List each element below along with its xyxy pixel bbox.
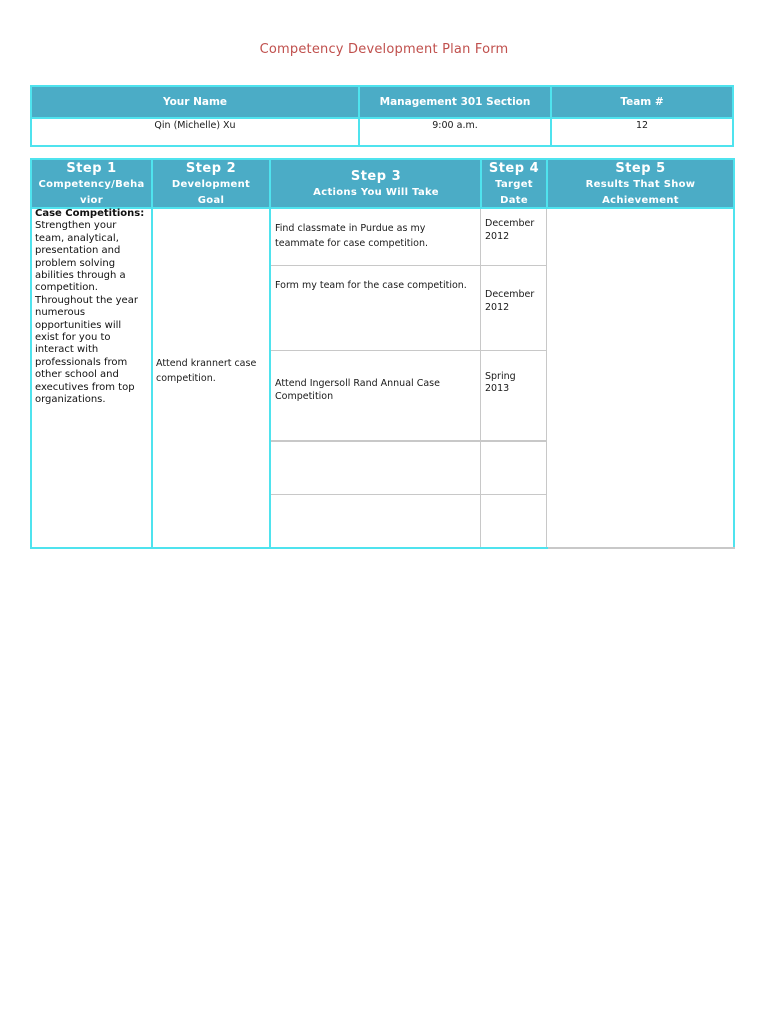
divider xyxy=(546,209,547,547)
step-4-title: Step 4 xyxy=(488,161,540,176)
action-5[interactable] xyxy=(275,497,475,545)
header-step-4 xyxy=(482,160,546,208)
divider xyxy=(271,494,547,495)
target-date-1[interactable]: December 2012 xyxy=(485,218,535,242)
competency-description: Strengthen your team, analytical, presentation and problem solving abilities through a competition. Throughout the year numerous opportunities will exist for you to interact with professionals from other school and executives from top organizations. xyxy=(35,220,138,406)
divider xyxy=(480,160,482,208)
header-step-3 xyxy=(271,160,481,208)
divider xyxy=(546,160,548,208)
step-2-label-line1: Development xyxy=(171,179,251,190)
target-date-4[interactable] xyxy=(485,443,543,493)
step-1-label-line1: Competency/Beha xyxy=(38,179,145,190)
step-3-label: Actions You Will Take xyxy=(313,187,439,198)
header-step-2 xyxy=(153,160,269,208)
step-2-title: Step 2 xyxy=(185,161,237,176)
section-field[interactable]: 9:00 a.m. xyxy=(432,120,478,131)
step-3-title: Step 3 xyxy=(350,169,402,184)
header-step-5 xyxy=(548,160,733,208)
step-5-title: Step 5 xyxy=(615,161,666,176)
header-your-name: Your Name xyxy=(32,87,358,117)
action-3[interactable]: Attend Ingersoll Rand Annual Case Competition xyxy=(275,378,440,402)
target-date-3[interactable]: Spring 2013 xyxy=(485,371,516,394)
step-4-label-line2: Date xyxy=(500,195,528,206)
action-4[interactable] xyxy=(275,443,475,493)
divider xyxy=(271,350,547,351)
divider xyxy=(271,440,547,442)
name-field[interactable]: Qin (Michelle) Xu xyxy=(154,120,236,131)
action-1[interactable]: Find classmate in Purdue as my teammate for case competition. xyxy=(275,223,428,249)
divider xyxy=(269,160,271,547)
divider xyxy=(548,547,735,549)
competency-heading: Case Competitions: xyxy=(35,208,145,219)
divider xyxy=(271,265,547,266)
target-date-2[interactable]: December 2012 xyxy=(485,289,535,313)
header-team: Team # xyxy=(552,87,732,117)
step-2-label-line2: Goal xyxy=(197,195,225,206)
development-goal-cell[interactable]: Attend krannert case competition. xyxy=(156,358,257,384)
step-5-label-line1: Results That Show xyxy=(585,179,696,190)
header-section: Management 301 Section xyxy=(360,87,550,117)
info-table xyxy=(30,85,734,147)
divider xyxy=(151,160,153,547)
step-1-label-line2: vior xyxy=(80,195,103,206)
header-step-1 xyxy=(32,160,151,208)
results-cell[interactable] xyxy=(550,210,731,546)
divider xyxy=(480,209,481,547)
team-field[interactable]: 12 xyxy=(635,120,649,131)
step-4-label-line1: Target xyxy=(495,179,533,190)
competency-cell[interactable] xyxy=(32,208,151,407)
target-date-5[interactable] xyxy=(485,497,543,545)
plan-table xyxy=(30,158,735,549)
step-5-label-line2: Achievement xyxy=(602,195,679,206)
action-2[interactable]: Form my team for the case competition. xyxy=(275,280,467,291)
form-title: Competency Development Plan Form xyxy=(259,42,509,57)
step-1-title: Step 1 xyxy=(66,161,117,176)
